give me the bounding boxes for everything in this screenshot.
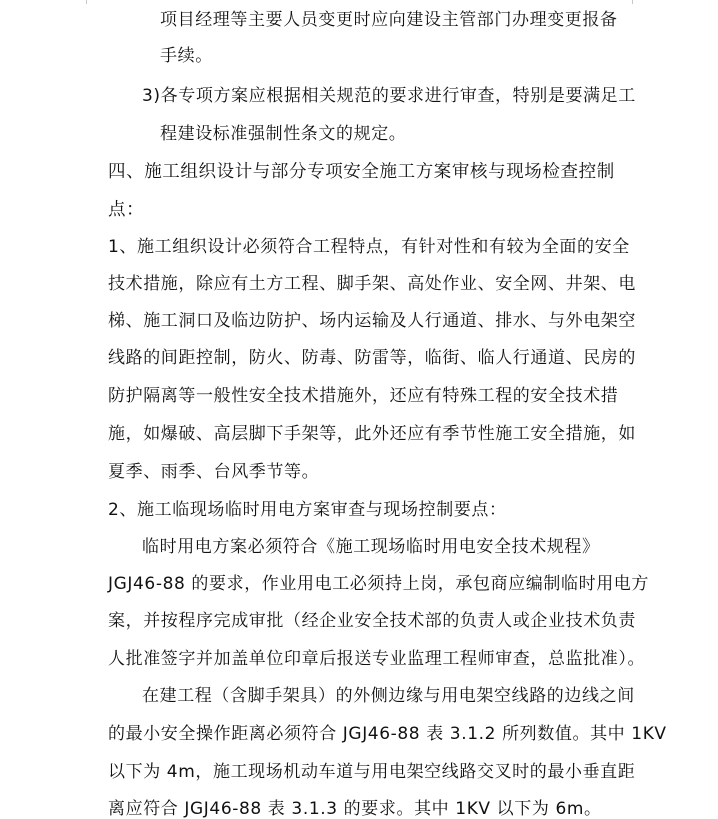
paragraph-line: 项目经理等主要人员变更时应向建设主管部门办理变更报备 bbox=[160, 10, 618, 30]
paragraph-line: 施，如爆破、高层脚下手架等，此外还应有季节性施工安全措施，如 bbox=[108, 424, 636, 444]
paragraph-line: 临时用电方案必须符合《施工现场临时用电安全技术规程》 bbox=[142, 537, 600, 557]
margin-mark-right bbox=[632, 0, 633, 4]
paragraph-line: 夏季、雨季、台风季节等。 bbox=[108, 462, 320, 482]
paragraph-line: 防护隔离等一般性安全技术措施外，还应有特殊工程的安全技术措 bbox=[108, 386, 619, 406]
paragraph-line: 的最小安全操作距离必须符合 JGJ46-88 表 3.1.2 所列数值。其中 1KV bbox=[108, 724, 667, 744]
paragraph-line: 线路的间距控制，防火、防毒、防雷等，临街、临人行通道、民房的 bbox=[108, 348, 636, 368]
paragraph-line: 1、施工组织设计必须符合工程特点，有针对性和有较为全面的安全 bbox=[108, 237, 630, 257]
paragraph-line: 手续。 bbox=[160, 46, 213, 66]
paragraph-line: JGJ46-88 的要求，作业用电工必须持上岗，承包商应编制临时用电方 bbox=[108, 574, 650, 594]
paragraph-line: 在建工程（含脚手架具）的外侧边缘与用电架空线路的边线之间 bbox=[142, 686, 635, 706]
paragraph-line: 以下为 4m，施工现场机动车道与用电架空线路交叉时的最小垂直距 bbox=[108, 762, 636, 782]
margin-mark-left bbox=[86, 0, 87, 4]
paragraph-line: 离应符合 JGJ46-88 表 3.1.3 的要求。其中 1KV 以下为 6m。 bbox=[108, 799, 602, 819]
subsection-heading: 2、施工临现场临时用电方案审查与现场控制要点： bbox=[108, 500, 507, 520]
paragraph-line: 案，并按程序完成审批（经企业安全技术部的负责人或企业技术负责 bbox=[108, 611, 636, 631]
paragraph-line: 技术措施，除应有土方工程、脚手架、高处作业、安全网、井架、电 bbox=[108, 274, 636, 294]
paragraph-line: 梯、施工洞口及临边防护、场内运输及人行通道、排水、与外电架空 bbox=[108, 311, 636, 331]
section-heading: 点： bbox=[108, 200, 145, 220]
paragraph-line: 人批准签字并加盖单位印章后报送专业监理工程师审查，总监批准）。 bbox=[108, 649, 646, 669]
section-heading: 四、施工组织设计与部分专项安全施工方案审核与现场检查控制 bbox=[108, 162, 615, 182]
paragraph-line: 程建设标准强制性条文的规定。 bbox=[160, 124, 407, 144]
paragraph-line: 3)各专项方案应根据相关规范的要求进行审查，特别是要满足工 bbox=[142, 86, 636, 106]
